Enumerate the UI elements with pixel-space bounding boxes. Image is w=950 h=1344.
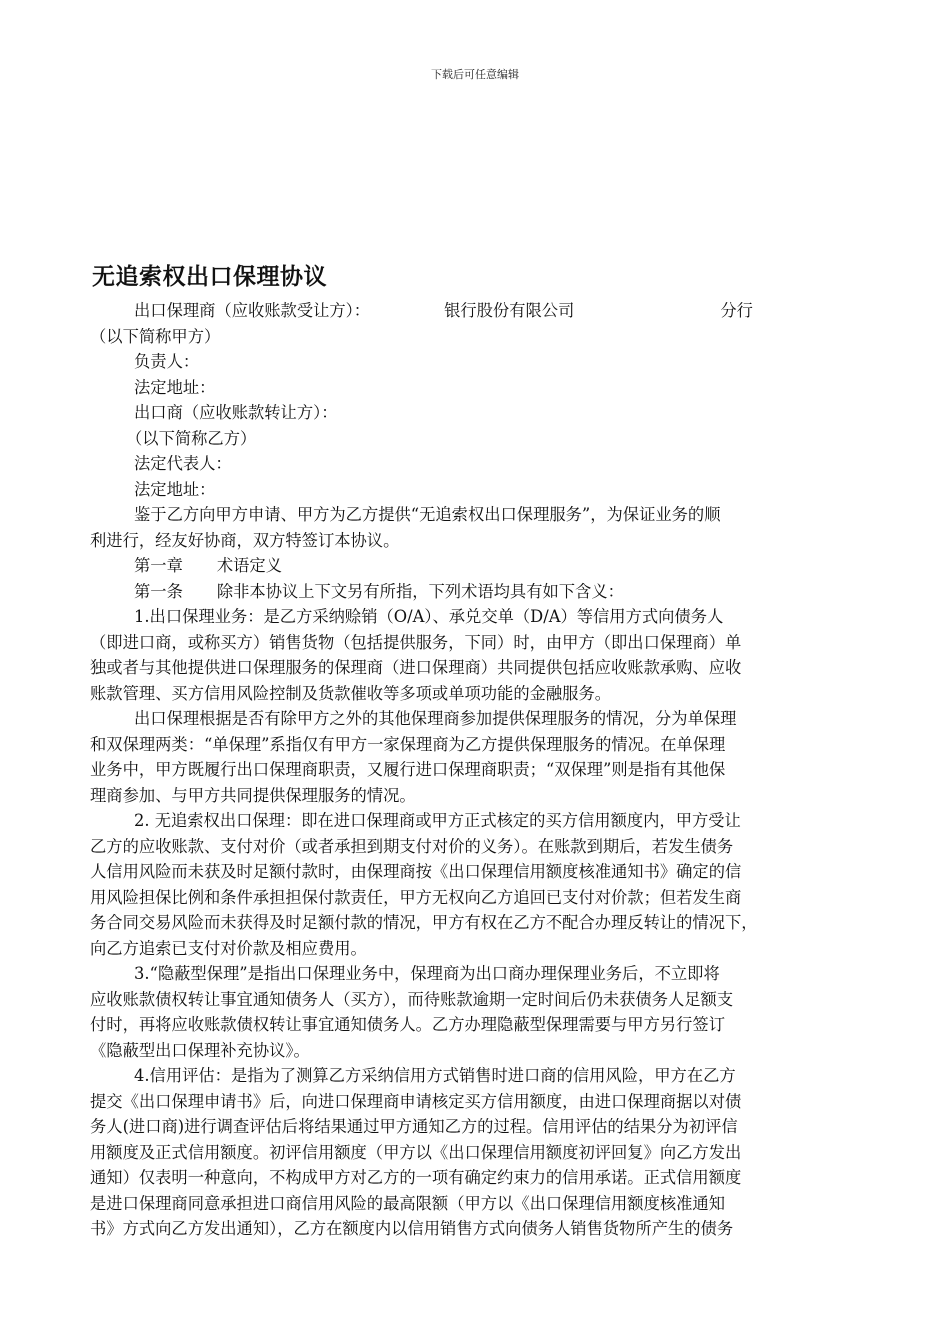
paragraph-line: 用风险担保比例和条件承担担保付款责任，甲方无权向乙方追回已支付对价款；但若发生商 [90,887,742,907]
paragraph-4 [90,961,862,1063]
paragraph-line: 务人(进口商)进行调查评估后将结果通过甲方通知乙方的过程。信用评估的结果分为初评信 [90,1117,738,1136]
paragraph-line: 人信用风险而未获及时足额付款时，由保理商按《出口保理信用额度核准通知书》确定的信 [90,862,742,881]
document-title: 无追索权出口保理协议 [92,264,327,290]
party-b-rep: 法定代表人： [134,454,232,473]
chapter-name: 术语定义 [216,556,282,575]
article-number: 第一条 [134,581,183,601]
paragraph-line: 业务中，甲方既履行出口保理商职责，又履行进口保理商职责；“双保理”则是指有其他保 [90,760,726,779]
paragraph-3 [90,808,862,961]
paragraph-line: 独或者与其他提供进口保理服务的保理商（进口保理商）共同提供包括应收账款承购、应收 [90,658,742,677]
article-heading [90,579,862,605]
paragraph-line: 应收账款债权转让事宜通知债务人（买方），而待账款逾期一定时间后仍未获债务人足额支 [90,989,734,1009]
paragraph-line: 付时，再将应收账款债权转让事宜通知债务人。乙方办理隐蔽型保理需要与甲方另行签订 [90,1015,725,1034]
paragraph-line: 《隐蔽型出口保理补充协议》。 [90,1040,310,1060]
preamble-line: 鉴于乙方向甲方申请、甲方为乙方提供“无追索权出口保理服务”，为保证业务的顺 [134,505,721,524]
paragraph-line: 向乙方追索已支付对价款及相应费用。 [90,938,367,958]
article-text: 除非本协议上下文另有所指，下列术语均具有如下含义： [216,581,624,601]
paragraph-line: 2. 无追索权出口保理：即在进口保理商或甲方正式核定的买方信用额度内，甲方受让 [134,811,741,830]
party-a-label: 出口保理商（应收账款受让方）： [134,301,371,320]
party-a-line [90,298,862,324]
paragraph-line: 出口保理根据是否有除甲方之外的其他保理商参加提供保理服务的情况，分为单保理 [134,709,737,728]
paragraph-line: 务合同交易风险而未获得及时足额付款的情况，甲方有权在乙方不配合办理反转让的情况下， [90,913,758,932]
paragraph-1 [90,604,862,706]
chapter-number: 第一章 [134,556,183,575]
party-a-bank: 银行股份有限公司 [444,301,575,320]
paragraph-5 [90,1063,862,1242]
preamble-line: 利进行，经友好协商，双方特签订本协议。 [90,530,400,550]
paragraph-line: 是进口保理商同意承担进口商信用风险的最高限额（甲方以《出口保理信用额度核准通知 [90,1193,725,1213]
paragraph-line: 提交《出口保理申请书》后，向进口保理商申请核定买方信用额度，由进口保理商据以对债 [90,1091,742,1111]
party-b-address: 法定地址： [134,479,216,499]
paragraph-line: 和双保理两类：“单保理”系指仅有甲方一家保理商为乙方提供保理服务的情况。在单保理 [90,734,726,754]
paragraph-line: 书》方式向乙方发出通知），乙方在额度内以信用销售方式向债务人销售货物所产生的债务 [90,1219,734,1238]
party-b-alias: （以下简称乙方） [126,428,257,448]
party-a-address: 法定地址： [134,377,216,397]
party-a-head: 负责人： [134,352,200,371]
paragraph-2 [90,706,862,808]
paragraph-line: （即进口商，或称买方）销售货物（包括提供服务，下同）时，由甲方（即出口保理商）单 [90,632,742,652]
paragraph-line: 通知）仅表明一种意向，不构成甲方对乙方的一项有确定约束力的信用承诺。正式信用额度 [90,1168,742,1187]
paragraph-line: 理商参加、与甲方共同提供保理服务的情况。 [90,785,416,805]
paragraph-line: 账款管理、买方信用风险控制及货款催收等多项或单项功能的金融服务。 [90,683,612,703]
paragraph-line: 乙方的应收账款、支付对价（或者承担到期支付对价的义务）。在账款到期后，若发生债务 [90,836,734,856]
chapter-heading [90,553,862,579]
party-b-label: 出口商（应收账款转让方）： [134,403,338,422]
header-note: 下载后可任意编辑 [431,68,519,81]
paragraph-line: 用额度及正式信用额度。初评信用额度（甲方以《出口保理信用额度初评回复》向乙方发出 [90,1142,742,1162]
party-a-alias: （以下简称甲方） [90,326,221,346]
paragraph-line: 4.信用评估：是指为了测算乙方采纳信用方式销售时进口商的信用风险，甲方在乙方 [134,1066,736,1085]
document-body [90,298,862,1242]
paragraph-line: 3.“隐蔽型保理”是指出口保理业务中，保理商为出口商办理保理业务后，不立即将 [134,964,720,983]
party-a-branch: 分行 [720,301,753,320]
paragraph-line: 1.出口保理业务：是乙方采纳赊销（O/A）、承兑交单（D/A）等信用方式向债务人 [134,607,724,626]
